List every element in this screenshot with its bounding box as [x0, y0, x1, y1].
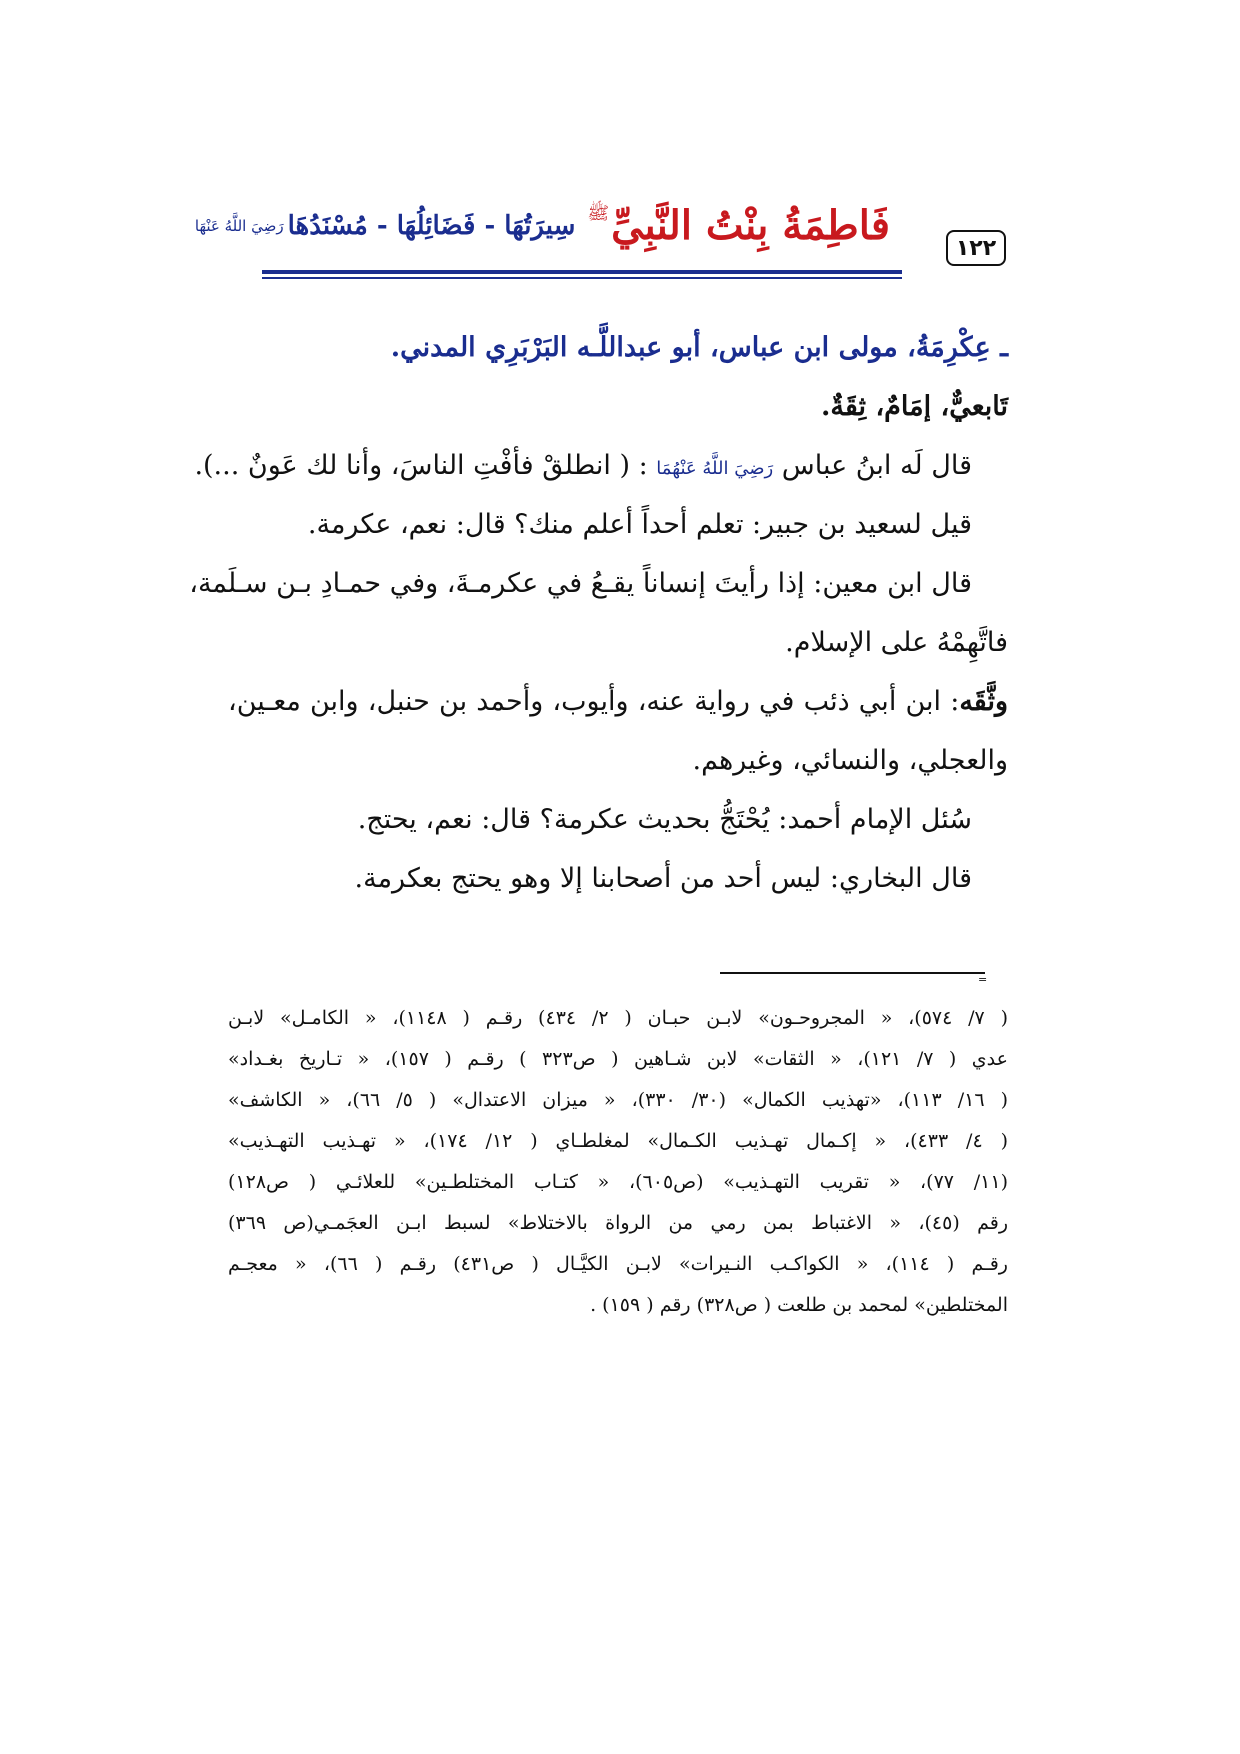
entry-heading: ـ عِكْرِمَةُ، مولى ابن عباس، أبو عبداللَّـه البَرْبَرِي المدني. — [390, 332, 1008, 363]
footnote-line: رقـم ( ١١٤)، « الكواكـب النـيرات» لابـن الكيَّـال ( ص٤٣١) رقـم ( ٦٦)، « معجـم — [228, 1253, 1008, 1275]
footnote-separator — [720, 972, 985, 974]
inline-honorific: رَضِيَ اللَّهُ عَنْهُمَا — [656, 458, 774, 479]
subtitle-honorific: رَضِيَ اللَّهُ عَنْهَا — [194, 216, 284, 235]
text-segment: : ابن أبي ذئب في رواية عنه، وأيوب، وأحمد بن حنبل، وابن معـين، — [228, 686, 960, 717]
text-segment: : ( انطلقْ فأفْتِ الناسَ، وأنا لك عَونٌ ...). — [194, 450, 648, 481]
footnote-line: ( ١٦/ ١١٣)، «تهذيب الكمال» (٣٠/ ٣٣٠)، « ميزان الاعتدال» ( ٥/ ٦٦)، « الكاشف» — [228, 1089, 1008, 1111]
text-line: قيل لسعيد بن جبير: تعلم أحداً أعلم منك؟ قال: نعم، عكرمة. — [307, 509, 972, 540]
text-line: فاتَّهِمْهُ على الإسلام. — [785, 627, 1008, 658]
book-subtitle: سِيرَتُهَا - فَضَائِلُهَا - مُسْنَدُهَا — [287, 210, 576, 241]
text-line: قال ابن معين: إذا رأيتَ إنساناً يقـعُ في عكرمـةَ، وفي حمـادِ بـن سـلَمة، — [189, 568, 972, 599]
text-line: قال البخاري: ليس أحد من أصحابنا إلا وهو يحتج بعكرمة. — [354, 863, 972, 894]
main-text — [189, 318, 1008, 908]
book-title: فَاطِمَةُ بِنْتُ النَّبِيِّ — [611, 202, 890, 249]
text-segment: قال لَه ابنُ عباس — [781, 450, 972, 481]
page-number: ١٢٢ — [946, 230, 1006, 266]
text-line: والعجلي، والنسائي، وغيرهم. — [692, 745, 1008, 776]
text-line — [228, 672, 1008, 731]
footnotes — [228, 998, 1008, 1326]
footnote-line: ( ٤/ ٤٣٣)، « إكـمال تهـذيب الكـمال» لمغلطـاي ( ١٢/ ١٧٤)، « تهـذيب التهـذيب» — [228, 1130, 1008, 1152]
footnote-line: رقم (٤٥)، « الاغتباط بمن رمي من الرواة بالاختلاط» لسبط ابـن العجَمـي(ص ٣٦٩) — [228, 1212, 1008, 1234]
footnote-continuation-mark: = — [978, 973, 988, 986]
footnote-line: عدي ( ٧/ ١٢١)، « الثقات» لابن شـاهين ( ص٣٢٣ ) رقـم ( ١٥٧)، « تـاريخ بغـداد» — [228, 1048, 1008, 1070]
header-rule-thick — [262, 270, 902, 274]
footnote-line: ( ٧/ ٥٧٤)، « المجروحـون» لابـن حبـان ( ٢/ ٤٣٤) رقـم ( ١١٤٨)، « الكامـل» لابـن — [228, 1007, 1008, 1029]
entry-grade: تَابعيٌّ، إمَامٌ، ثِقَةٌ. — [821, 391, 1008, 422]
page-header — [194, 196, 1006, 292]
text-line — [194, 436, 1008, 495]
header-rule-thin — [262, 277, 902, 279]
honorific-mark: ﷺ — [587, 203, 610, 224]
running-title — [194, 202, 890, 270]
text-line: سُئل الإمام أحمد: يُحْتَجُّ بحديث عكرمة؟ قال: نعم، يحتج. — [357, 804, 972, 835]
footnote-line: المختلطين» لمحمد بن طلعت ( ص٣٢٨) رقم ( ١٥٩) . — [590, 1294, 1008, 1316]
footnote-line: (١١/ ٧٧)، « تقريب التهـذيب» (ص٦٠٥)، « كتـاب المختلطـين» للعلائـي ( ص١٢٨) — [228, 1171, 1008, 1193]
text-segment-bold: وثَّقَه — [959, 686, 1008, 717]
